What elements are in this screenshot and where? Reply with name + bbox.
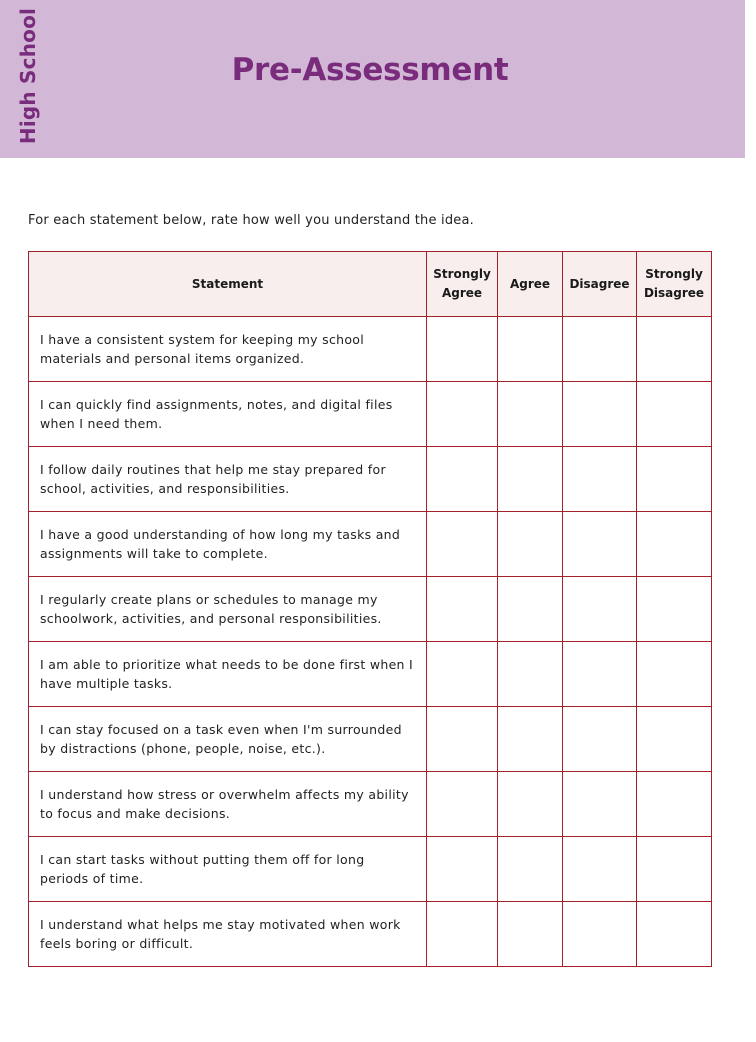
rating-cell-disagree[interactable] (563, 642, 637, 707)
rating-cell-agree[interactable] (498, 642, 563, 707)
rating-cell-agree[interactable] (498, 382, 563, 447)
column-header-label-line1: Strongly (645, 267, 703, 281)
rating-cell-disagree[interactable] (563, 317, 637, 382)
rating-cell-strongly-agree[interactable] (427, 837, 498, 902)
rating-cell-strongly-agree[interactable] (427, 512, 498, 577)
table-row (29, 382, 712, 447)
table-row (29, 642, 712, 707)
statement-cell: I have a consistent system for keeping my school materials and personal items organized. (29, 317, 427, 382)
table-row (29, 772, 712, 837)
rating-cell-strongly-disagree[interactable] (637, 447, 712, 512)
rating-cell-disagree[interactable] (563, 382, 637, 447)
column-header-label: Disagree (569, 276, 630, 291)
table-header-row (29, 252, 712, 317)
statement-cell: I regularly create plans or schedules to manage my schoolwork, activities, and personal responsibilities. (29, 577, 427, 642)
rating-cell-strongly-agree[interactable] (427, 317, 498, 382)
rating-cell-disagree[interactable] (563, 902, 637, 967)
table-row (29, 512, 712, 577)
column-header-strongly-agree (427, 252, 498, 317)
instructions-text: For each statement below, rate how well you understand the idea. (28, 213, 474, 228)
rating-cell-agree[interactable] (498, 837, 563, 902)
rating-table (28, 251, 712, 967)
table-row (29, 577, 712, 642)
table-row (29, 707, 712, 772)
statement-cell: I have a good understanding of how long my tasks and assignments will take to complete. (29, 512, 427, 577)
column-header-label-line2: Agree (441, 286, 483, 300)
rating-cell-strongly-disagree[interactable] (637, 317, 712, 382)
rating-cell-strongly-agree[interactable] (427, 382, 498, 447)
rating-cell-strongly-disagree[interactable] (637, 577, 712, 642)
column-header-label: Agree (509, 276, 551, 291)
rating-cell-disagree[interactable] (563, 772, 637, 837)
rating-cell-strongly-agree[interactable] (427, 447, 498, 512)
table-row (29, 447, 712, 512)
rating-cell-strongly-agree[interactable] (427, 642, 498, 707)
rating-cell-strongly-agree[interactable] (427, 772, 498, 837)
rating-cell-agree[interactable] (498, 772, 563, 837)
rating-cell-disagree[interactable] (563, 707, 637, 772)
rating-cell-disagree[interactable] (563, 837, 637, 902)
statement-cell: I can start tasks without putting them off for long periods of time. (29, 837, 427, 902)
table-row (29, 902, 712, 967)
rating-cell-strongly-disagree[interactable] (637, 707, 712, 772)
rating-cell-strongly-disagree[interactable] (637, 902, 712, 967)
column-header-disagree (563, 252, 637, 317)
rating-cell-strongly-agree[interactable] (427, 707, 498, 772)
rating-cell-strongly-disagree[interactable] (637, 837, 712, 902)
rating-cell-agree[interactable] (498, 447, 563, 512)
statement-cell: I understand what helps me stay motivated when work feels boring or difficult. (29, 902, 427, 967)
column-header-agree (498, 252, 563, 317)
column-header-label-line2: Disagree (643, 286, 705, 300)
rating-cell-agree[interactable] (498, 707, 563, 772)
rating-cell-agree[interactable] (498, 512, 563, 577)
rating-cell-strongly-disagree[interactable] (637, 512, 712, 577)
rating-cell-strongly-agree[interactable] (427, 577, 498, 642)
statement-cell: I follow daily routines that help me stay prepared for school, activities, and responsibilities. (29, 447, 427, 512)
page-title: Pre-Assessment (231, 52, 509, 88)
column-header-label-line1: Strongly (433, 267, 491, 281)
rating-cell-strongly-disagree[interactable] (637, 772, 712, 837)
rating-cell-disagree[interactable] (563, 447, 637, 512)
statement-cell: I can stay focused on a task even when I'm surrounded by distractions (phone, people, noise, etc.). (29, 707, 427, 772)
side-label: High School (16, 7, 40, 145)
rating-cell-disagree[interactable] (563, 577, 637, 642)
rating-cell-strongly-disagree[interactable] (637, 382, 712, 447)
column-header-label: Statement (191, 276, 264, 291)
table-row (29, 317, 712, 382)
statement-cell: I am able to prioritize what needs to be done first when I have multiple tasks. (29, 642, 427, 707)
rating-cell-agree[interactable] (498, 577, 563, 642)
table-row (29, 837, 712, 902)
statement-cell: I can quickly find assignments, notes, and digital files when I need them. (29, 382, 427, 447)
rating-cell-agree[interactable] (498, 902, 563, 967)
rating-cell-strongly-disagree[interactable] (637, 642, 712, 707)
statement-cell: I understand how stress or overwhelm affects my ability to focus and make decisions. (29, 772, 427, 837)
rating-cell-strongly-agree[interactable] (427, 902, 498, 967)
rating-cell-agree[interactable] (498, 317, 563, 382)
rating-cell-disagree[interactable] (563, 512, 637, 577)
column-header-strongly-disagree (637, 252, 712, 317)
column-header-statement (29, 252, 427, 317)
